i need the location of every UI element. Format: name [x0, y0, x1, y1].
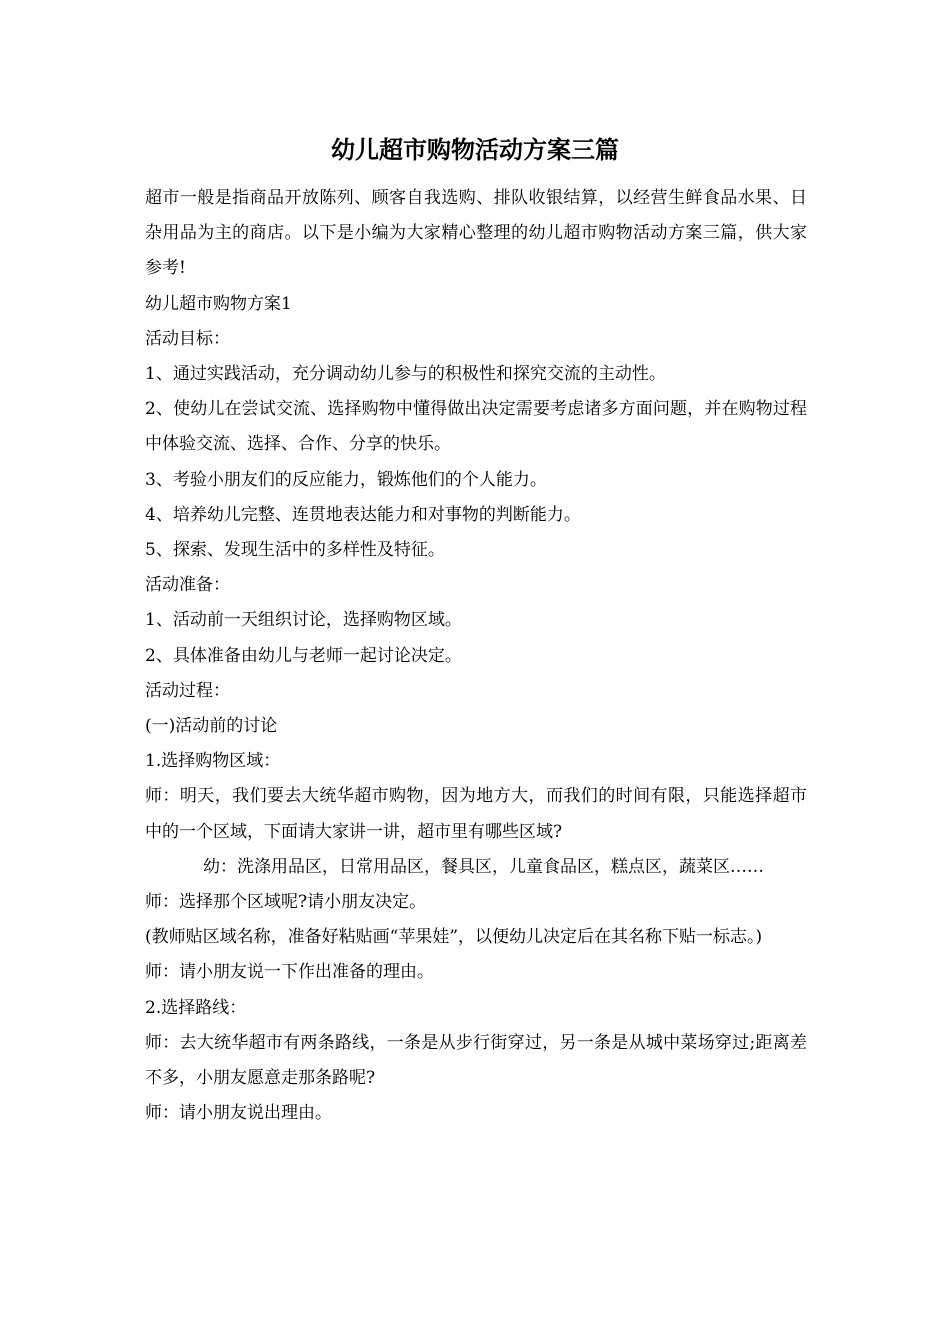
- paragraph: 活动目标：: [145, 328, 230, 349]
- paragraph: 2.选择路线：: [145, 997, 247, 1018]
- list-item: 5、探索、发现生活中的多样性及特征。: [145, 540, 445, 561]
- paragraph: 幼：洗涤用品区，日常用品区，餐具区，儿童食品区，糕点区，蔬菜区……: [203, 856, 764, 877]
- list-item: 2、具体准备由幼儿与老师一起讨论决定。: [145, 645, 462, 666]
- paragraph: 师：请小朋友说出理由。: [145, 1103, 332, 1124]
- paragraph: 1.选择购物区域：: [145, 751, 281, 772]
- paragraph: 师：请小朋友说一下作出准备的理由。: [145, 962, 434, 983]
- paragraph: 师：明天，我们要去大统华超市购物，因为地方大，而我们的时间有限，只能选择超市中的一个区域，下面请大家讲一讲，超市里有哪些区域?: [145, 786, 807, 842]
- list-item: 4、培养幼儿完整、连贯地表达能力和对事物的判断能力。: [145, 504, 581, 525]
- paragraph: (一)活动前的讨论: [145, 716, 278, 737]
- paragraph: 活动过程：: [145, 680, 230, 701]
- document-body: [145, 181, 807, 1131]
- paragraph: 师：选择那个区域呢?请小朋友决定。: [145, 892, 427, 913]
- list-item: 1、通过实践活动，充分调动幼儿参与的积极性和探究交流的主动性。: [145, 364, 666, 385]
- section-heading: 幼儿超市购物方案1: [145, 293, 292, 314]
- list-item: 3、考验小朋友们的反应能力，锻炼他们的个人能力。: [145, 469, 547, 490]
- document-title: 幼儿超市购物活动方案三篇: [331, 135, 619, 164]
- paragraph-intro: 超市一般是指商品开放陈列、顾客自我选购、排队收银结算，以经营生鲜食品水果、日杂用品为主的商店。以下是小编为大家精心整理的幼儿超市购物活动方案三篇，供大家参考!: [145, 188, 807, 279]
- paragraph: 活动准备：: [145, 575, 230, 596]
- paragraph: (教师贴区域名称，准备好粘贴画“苹果娃”，以便幼儿决定后在其名称下贴一标志。): [145, 927, 763, 948]
- list-item: 1、活动前一天组织讨论，选择购物区域。: [145, 610, 462, 631]
- list-item: 2、使幼儿在尝试交流、选择购物中懂得做出决定需要考虑诸多方面问题，并在购物过程中体验交流、选择、合作、分享的快乐。: [145, 399, 807, 455]
- paragraph: 师：去大统华超市有两条路线，一条是从步行街穿过，另一条是从城中菜场穿过;距离差不多，小朋友愿意走那条路呢?: [145, 1032, 807, 1089]
